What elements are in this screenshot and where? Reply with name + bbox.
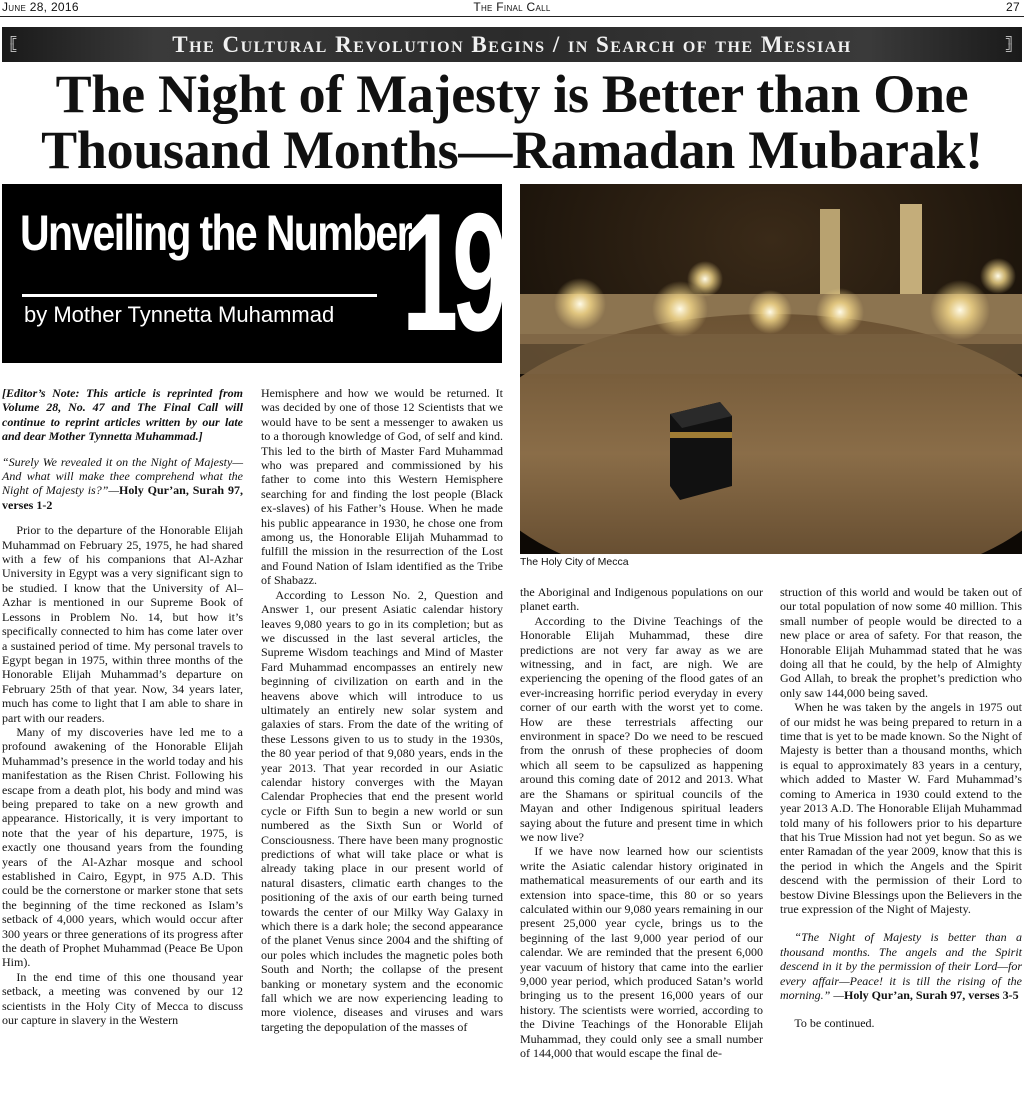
article-headline: The Night of Majesty is Better than One Thousand Months—Ramadan Mubarak!	[41, 64, 983, 180]
mecca-photo	[520, 184, 1022, 554]
column-logo-byline: by Mother Tynnetta Muhammad	[24, 302, 335, 327]
ornament-right-icon: ╗ ╝	[1005, 30, 1016, 57]
newspaper-name: The Final Call	[473, 0, 551, 14]
page-folio	[0, 0, 1024, 17]
paragraph: Prior to the departure of the Honorable Elijah Muhammad on February 25, 1975, he had shared with a few of his companions that Al-Azhar University in Egypt was a very significant sign to be studied. I know that the University of Al–Azhar is mentioned in our Supreme Book of Lessons in Problem No. 14, but how it’s specifically connected to him has come later over a sustained period of time. My personal travels to Egypt began in 1975, within three months of the Honorable Elijah Muhammad’s departure on February 25th of that year. Now, 34 years later, much has come to light that I am able to share in part with our readers.	[2, 523, 243, 725]
paragraph: According to Lesson No. 2, Question and Answer 1, our present Asiatic calendar history leaves 9,080 years to go in its completion; but as we discussed in the last several articles, the Supreme Wisdom teachings and Mind of Master Fard Muhammad encompasses an entirely new beginning of civilization on earth and in the heavens above which will introduce to us ultimately an entirely new solar system and galaxies of stars. From the date of the writing of these Lessons given to us to study in the 1930s, the 80 year period of that 9,080 years, ends in the year 2013. That year recorded in our Asiatic calendar history converges with the Mayan Calendar Prophecies that end the present world cycle or Fifth Sun to begin a new world or sun numbered as the Sixth Sun or World of Consciousness. There have been many prognostic predictions of what will take place or what is already taking place in our present world of natural disasters, climatic earth changes to the positioning of the axis of our earth being turned towards the center of our Milky Way Galaxy in which there is a dark hole; the second appearance of the planet Venus since 2004 and the shifting of our poles which includes the magnetic poles both South and North; the collapse of the present banking or monetary system and the economic fall which we are now experiencing leading to more violence, diseases and viruses and wars targeting the depopulation of the masses of	[261, 587, 503, 1034]
opening-quote-text: “Surely We revealed it on the Night of Majesty—And what will make thee comprehend what the Night of Majesty is?”—	[2, 454, 243, 498]
column-logo-number: 19	[402, 184, 502, 363]
paragraph: struction of this world and would be taken out of our total population of now some 40 million. This small number of people would be directed to a new place or area of safety. For that reason, the Honorable Elijah Muhammad stated that he was doing all that he could, by the help of Almighty God Allah, to break the prophet’s prediction who only saw 144,000 being saved.	[780, 585, 1022, 700]
paragraph: Hemisphere and how we would be returned. It was decided by one of those 12 Scientists that we would have to be sent a messenger to awaken us to a thorough knowledge of God, of self and kind. This led to the birth of Master Fard Muhammad who was prepared and commissioned by his father to come into this Western Hemisphere searching for and finding the lost people (Black ex-slaves) of his Father’s House. When he made his public appearance in 1930, he chose one from among us, the Honorable Elijah Muhammad to fulfill the mission in the resurrection of the Lost and Found Nation of Islam identified as the Tribe of Shabazz.	[261, 386, 503, 588]
paragraph: According to the Divine Teachings of the Honorable Elijah Muhammad, these dire predictions are not very far away as we are witnessing, and in fact, are nigh. We are experiencing the opening of the flood gates of an ever-increasing horrific period everyday in every corner of our earth with the worst yet to come. How are these terrestrials affecting our environment in space? Do we need to be rescued from the onrush of these prophecies of doom which all seem to be capsulized as happening around this coming date of 2012 and 2013. What are the Shamans or spiritual councils of the Mayan and other Indigenous spiritual leaders saying about the future and present time in which we now live?	[520, 613, 763, 844]
section-banner-text: The Cultural Revolution Begins / in Search of the Messiah	[172, 32, 852, 57]
paragraph: When he was taken by the angels in 1975 out of our midst he was being prepared to return in a time that is yet to be made known. So the Night of Majesty is better than a thousand months, which is equal to approximately 83 years in a century, which added to Master W. Fard Muhammad’s coming to America in 1930 could extend to the year 2013 A.D. The Honorable Elijah Muhammad told many of his followers prior to his departure that his True Mission had not yet begun. So as we enter Ramadan of the year 2009, know that this is the period in which the Angels and the Spirit descend with the permission of their Lord to bestow Divine Blessings upon the Believers in the true expression of the Night of Majesty.	[780, 700, 1022, 916]
column-3	[520, 585, 763, 1060]
issue-date: June 28, 2016	[2, 0, 79, 14]
to-be-continued: To be continued.	[794, 1016, 875, 1031]
paragraph: the Aboriginal and Indigenous populations on our planet earth.	[520, 585, 763, 614]
column-logo	[2, 184, 502, 363]
page-number: 27	[1006, 0, 1020, 14]
opening-quote-source: Holy Qur’an, Surah 97, verses 1-2	[2, 483, 243, 512]
paragraph: Many of my discoveries have led me to a profound awakening of the Honorable Elijah Muhammad’s presence in the world today and his manifestation as the Risen Christ. Following his escape from a death plot, his body and mind was being prepared to take on a new growth and appearance. Historically, it is very important to note that the year of his departure, 1975, is exactly one thousand years from the founding years of the Al-Azhar mosque and school established in Cairo, Egypt, in 975 A.D. This could be the cornerstone or marker stone that sets the beginning of the time reckoned as Islam’s setback of 4,000 years, which would occur after 300 years or three generations of its progress after the death of Prophet Muhammad (Peace Be Upon Him).	[2, 724, 243, 970]
photo-caption: The Holy City of Mecca	[520, 556, 629, 568]
column-2	[261, 386, 503, 1034]
section-banner	[2, 27, 1022, 62]
column-logo-rule	[22, 294, 377, 297]
paragraph: If we have now learned how our scientists write the Asiatic calendar history originated in mathematical measurements of our earth and its extension into space-time, this 80 or so years calculated within our 9,080 years remaining in our present 25,000 year cycle, brings us to the beginning of the last 9,000 year period of our calendar. We are reminded that the present 6,000 year vacuum of history that came into the earlier 9,000 year period, which produced Satan’s world bringing us to the present 16,000 years of our history. The scientists were worried, according to the Divine Teachings of the Honorable Elijah Muhammad, they could only see a small number of 144,000 that would escape the final de-	[520, 844, 763, 1060]
column-logo-title: Unveiling the Number	[20, 205, 411, 261]
closing-quote-text: “The Night of Majesty is better than a thousand months. The angels and the Spirit descend in it by the permission of their Lord—for every affair—Peace! it is till the rising of the morning.” —	[780, 930, 1022, 1002]
opening-quote	[2, 455, 243, 513]
closing-quote	[780, 930, 1022, 1002]
paragraph: In the end time of this one thousand year setback, a meeting was convened by our 12 scientists in the Holy City of Mecca to discuss our capture in slavery in the Western	[2, 969, 243, 1028]
editor-note: [Editor’s Note: This article is reprinted from Volume 28, No. 47 and The Final Call will continue to reprint articles written by our late and dear Mother Tynnetta Muhammad.]	[2, 386, 243, 444]
closing-quote-source: Holy Qur’an, Surah 97, verses 3-5	[844, 987, 1019, 1002]
column-4	[780, 585, 1022, 1031]
ornament-left-icon: ╔ ╚	[7, 30, 18, 57]
column-1	[2, 386, 243, 1027]
